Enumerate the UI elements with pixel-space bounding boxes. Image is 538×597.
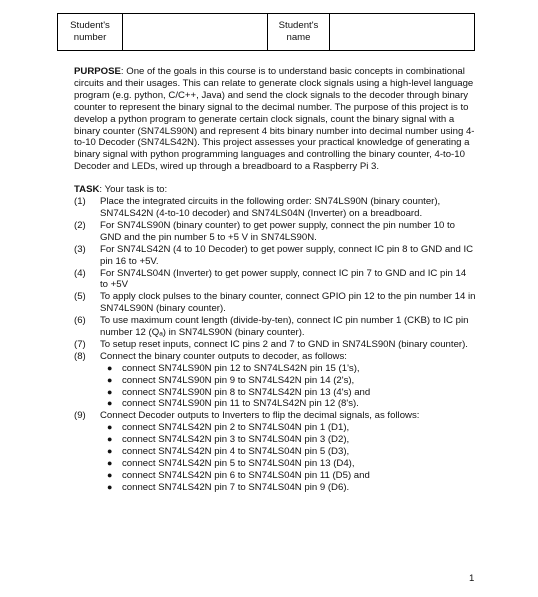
bullet-item [100, 363, 476, 375]
bullet-item [100, 422, 476, 434]
student-name-field[interactable] [330, 14, 474, 50]
task-list [74, 196, 476, 494]
bullet-text: connect SN74LS42N pin 3 to SN74LS04N pin 3 (D2), [122, 434, 350, 446]
bullet-item [100, 387, 476, 399]
task-number: (1) [74, 196, 86, 208]
bullet-text: connect SN74LS42N pin 4 to SN74LS04N pin 5 (D3), [122, 446, 350, 458]
task-item [74, 220, 476, 244]
bullet-text: connect SN74LS42N pin 6 to SN74LS04N pin 11 (D5) and [122, 469, 370, 481]
task-text: Connect the binary counter outputs to decoder, as follows: [100, 350, 347, 362]
task-number: (3) [74, 243, 86, 255]
document-body [74, 66, 476, 494]
task-text: To use maximum count length (divide-by-ten), connect IC pin number 1 (CKB) to IC pin number 12 (Qₐ) in SN74LS90N (binary counter). [100, 315, 469, 339]
task-number: (4) [74, 267, 86, 279]
bullet-item [100, 482, 476, 494]
task-item [74, 315, 476, 339]
task-item [74, 291, 476, 315]
previous-page-edge [0, 0, 538, 4]
page-number: 1 [469, 573, 475, 584]
bullet-icon: ● [107, 446, 113, 457]
bullet-item [100, 434, 476, 446]
bullet-item [100, 398, 476, 410]
bullet-icon: ● [107, 386, 113, 397]
bullet-item [100, 375, 476, 387]
bullet-item [100, 458, 476, 470]
bullet-item [100, 470, 476, 482]
task-number: (7) [74, 338, 86, 350]
task-number: (2) [74, 219, 86, 231]
bullet-icon: ● [107, 458, 113, 468]
task-number: (8) [74, 350, 86, 362]
task-item [74, 410, 476, 493]
purpose-label: PURPOSE [74, 66, 121, 77]
bullet-text: connect SN74LS42N pin 5 to SN74LS04N pin 13 (D4), [122, 458, 355, 469]
task-item [74, 339, 476, 351]
decoder-connection-list [100, 363, 476, 411]
student-name-label: Student's name [268, 14, 330, 50]
bullet-text: connect SN74LS90N pin 11 to SN74LS42N pin 12 (8's). [122, 398, 359, 410]
task-label: TASK [74, 184, 100, 196]
purpose-paragraph [74, 66, 476, 173]
task-text: For SN74LS04N (Inverter) to get power supply, connect IC pin 7 to GND and IC pin 14 to +5V [100, 267, 467, 291]
purpose-text: : One of the goals in this course is to understand basic concepts in combinational circuits and their usages. This can relate to generate clock signals using a high-level language program (e.g. python, C/C++, Java) and send the clock signals to the decoder through binary counter to represent the binary signal to the decimal number. The purpose of this project is to develop a python program to generate certain clock signals, count the binary signal with a binary counter (SN74LS90N) and represent 4 bits binary number into decimal number using 4-to-10 Decoder (SN74LS42N). This project assesses your practical knowledge of generating a binary signal with python programming languages and controlling the binary counter, 4-to-10 Decoder and LEDs, wired up through a breadboard to a Raspberry Pi 3. [74, 66, 475, 173]
bullet-text: connect SN74LS42N pin 7 to SN74LS04N pin 9 (D6). [122, 481, 350, 493]
student-number-label: Student's number [58, 14, 123, 50]
task-heading [74, 184, 476, 196]
task-number: (9) [74, 410, 86, 422]
bullet-item [100, 446, 476, 458]
task-item [74, 351, 476, 411]
task-text: Connect Decoder outputs to Inverters to flip the decimal signals, as follows: [100, 410, 420, 422]
bullet-icon: ● [107, 362, 113, 373]
inverter-connection-list [100, 422, 476, 493]
task-item [74, 196, 476, 220]
bullet-text: connect SN74LS42N pin 2 to SN74LS04N pin 1 (D1), [122, 422, 350, 434]
bullet-icon: ● [107, 374, 113, 385]
bullet-icon: ● [107, 434, 113, 445]
task-number: (5) [74, 291, 86, 303]
student-number-field[interactable] [123, 14, 268, 50]
bullet-icon: ● [107, 422, 113, 433]
task-item [74, 268, 476, 292]
bullet-text: connect SN74LS90N pin 12 to SN74LS42N pin 15 (1's), [122, 362, 360, 374]
task-item [74, 244, 476, 268]
bullet-icon: ● [107, 481, 113, 492]
bullet-icon: ● [107, 398, 113, 409]
bullet-icon: ● [107, 469, 113, 480]
bullet-text: connect SN74LS90N pin 9 to SN74LS42N pin 14 (2's), [122, 374, 355, 386]
task-text: To setup reset inputs, connect IC pins 2 and 7 to GND in SN74LS90N (binary counter). [100, 338, 468, 350]
task-number: (6) [74, 315, 86, 327]
task-text: Place the integrated circuits in the following order: SN74LS90N (binary counter), SN74LS42N (4-to-10 decoder) and SN74LS04N (Inverter) on a breadboard. [100, 196, 441, 219]
task-intro: : Your task is to: [99, 184, 168, 196]
bullet-text: connect SN74LS90N pin 8 to SN74LS42N pin 13 (4's) and [122, 386, 371, 398]
student-info-table [57, 13, 475, 51]
task-text: For SN74LS90N (binary counter) to get power supply, connect the pin number 10 to GND and the pin number 5 to +5 V in SN74LS90N. [100, 219, 455, 243]
task-text: To apply clock pulses to the binary counter, connect GPIO pin 12 to the pin number 14 in SN74LS90N (binary counter). [100, 291, 476, 315]
task-text: For SN74LS42N (4 to 10 Decoder) to get power supply, connect IC pin 8 to GND and IC pin 16 to +5V. [100, 243, 474, 267]
